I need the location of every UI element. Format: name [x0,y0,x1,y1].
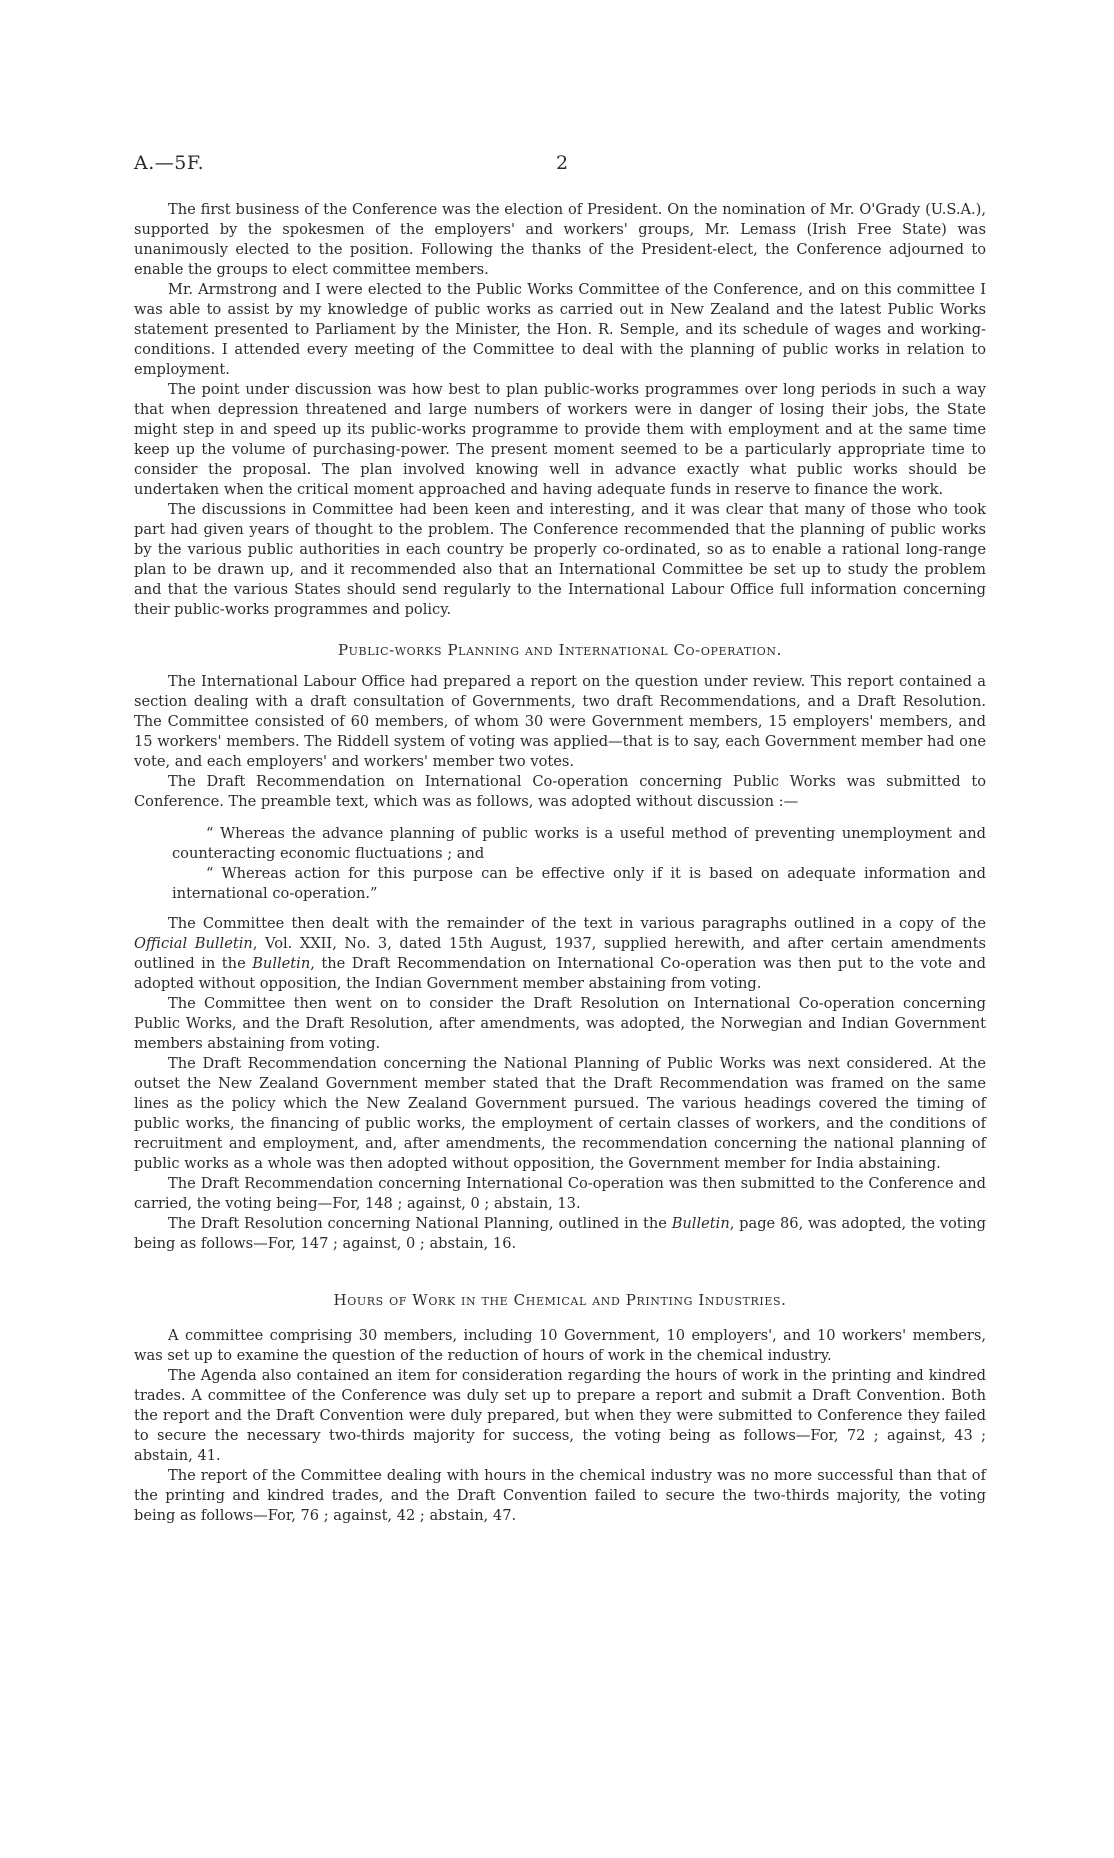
paragraph-committee-discussions: The discussions in Committee had been keen and interesting, and it was clear that many of those who took part had given years of thought to the problem. The Conference recommended that the planning of public works by the various public authorities in each country be properly co-ordinated, so as to enable a rational long-range plan to be drawn up, and it recommended also that an International Committee be set up to study the problem and that the various States should send regularly to the International Labour Office full information concerning their public-works programmes and policy. [134,501,986,618]
section-heading-hours-of-work: Hours of Work in the Chemical and Printing Industries. [333,1291,787,1309]
paragraph-committee-remainder: The Committee then dealt with the remainder of the text in various paragraphs outlined in a copy of the Official Bulletin, Vol. XXII, No. 3, dated 15th August, 1937, supplied herewith, and after certain amendments outlined in the Bulletin, the Draft Recommendation on International Co-operation was then put to the vote and adopted without opposition, the Indian Government member abstaining from voting. [134,915,986,992]
quote-line: “ Whereas the advance planning of public works is a useful method of preventing unemployment and counteracting economic fluctuations ; and [172,825,986,862]
paragraph-resolution-vote: The Draft Resolution concerning National Planning, outlined in the Bulletin, page 86, was adopted, the voting being as follows—For, 147 ; against, 0 ; abstain, 16. [134,1215,986,1252]
paragraph-international-vote: The Draft Recommendation concerning International Co-operation was then submitted to the Conference and carried, the voting being—For, 148 ; against, 0 ; abstain, 13. [134,1175,986,1212]
section-heading-public-works: Public-works Planning and International Co-operation. [337,641,783,659]
paragraph-committee-election: Mr. Armstrong and I were elected to the Public Works Committee of the Conference, and on this committee I was able to assist by my knowledge of public works as carried out in New Zealand and the latest Public Works statement presented to Parliament by the Minister, the Hon. R. Semple, and its schedule of wages and working-conditions. I attended every meeting of the Committee to deal with the planning of public works in relation to employment. [134,281,986,378]
paragraph-chemical-report: The report of the Committee dealing with hours in the chemical industry was no more successful than that of the printing and kindred trades, and the Draft Convention failed to secure the two-thirds majority, the voting being as follows—For, 76 ; against, 42 ; abstain, 47. [134,1467,986,1524]
paragraph-printing-trades: The Agenda also contained an item for consideration regarding the hours of work in the printing and kindred trades. A committee of the Conference was duly set up to prepare a report and submit a Draft Convention. Both the report and the Draft Convention were duly prepared, but when they were submitted to Conference they failed to secure the necessary two-thirds majority for success, the voting being as follows—For, 72 ; against, 43 ; abstain, 41. [134,1367,986,1464]
paragraph-ilo-report: The International Labour Office had prepared a report on the question under review. This report contained a section dealing with a draft consultation of Governments, two draft Recommendations, and a Draft Resolution. The Committee consisted of 60 members, of whom 30 were Government members, 15 employers' members, and 15 workers' members. The Riddell system of voting was applied—that is to say, each Government member had one vote, and each employers' and workers' member two votes. [134,673,986,770]
italic-bulletin: Bulletin [671,1215,730,1232]
paragraph-chemical-committee: A committee comprising 30 members, including 10 Government, 10 employers', and 10 workers' members, was set up to examine the question of the reduction of hours of work in the chemical industry. [134,1327,986,1364]
paragraph-draft-resolution: The Committee then went on to consider the Draft Resolution on International Co-operation concerning Public Works, and the Draft Resolution, after amendments, was adopted, the Norwegian and Indian Government members abstaining from voting. [134,995,986,1052]
document-body [134,200,986,1526]
preamble-quote [172,824,986,904]
paragraph-draft-recommendation: The Draft Recommendation on International Co-operation concerning Public Works was submitted to Conference. The preamble text, which was as follows, was adopted without discussion :— [134,773,986,810]
paragraph-discussion-point: The point under discussion was how best to plan public-works programmes over long periods in such a way that when depression threatened and large numbers of workers were in danger of losing their jobs, the State might step in and speed up its public-works programme to provide them with employment and at the same time keep up the volume of purchasing-power. The present moment seemed to be a particularly appropriate time to consider the proposal. The plan involved knowing well in advance exactly what public works should be undertaken when the critical moment approached and having adequate funds in reserve to finance the work. [134,381,986,498]
paragraph-national-planning: The Draft Recommendation concerning the National Planning of Public Works was next considered. At the outset the New Zealand Government member stated that the Draft Recommendation was framed on the same lines as the policy which the New Zealand Government pursued. The various headings covered the timing of public works, the financing of public works, the employment of certain classes of workers, and the conditions of recruitment and employment, and, after amendments, the recommendation concerning the national planning of public works as a whole was then adopted without opposition, the Government member for India abstaining. [134,1055,986,1172]
page-number: 2 [556,152,569,174]
paragraph-election: The first business of the Conference was the election of President. On the nomination of Mr. O'Grady (U.S.A.), supported by the spokesmen of the employers' and workers' groups, Mr. Lemass (Irish Free State) was unanimously elected to the position. Following the thanks of the President-elect, the Conference adjourned to enable the groups to elect committee members. [134,201,986,278]
document-reference: A.—5F. [134,152,205,174]
italic-official-bulletin: Official Bulletin [134,935,253,952]
italic-bulletin: Bulletin [252,955,311,972]
quote-line: “ Whereas action for this purpose can be effective only if it is based on adequate information and international co-operation.” [172,865,986,902]
page-header [134,152,1002,182]
